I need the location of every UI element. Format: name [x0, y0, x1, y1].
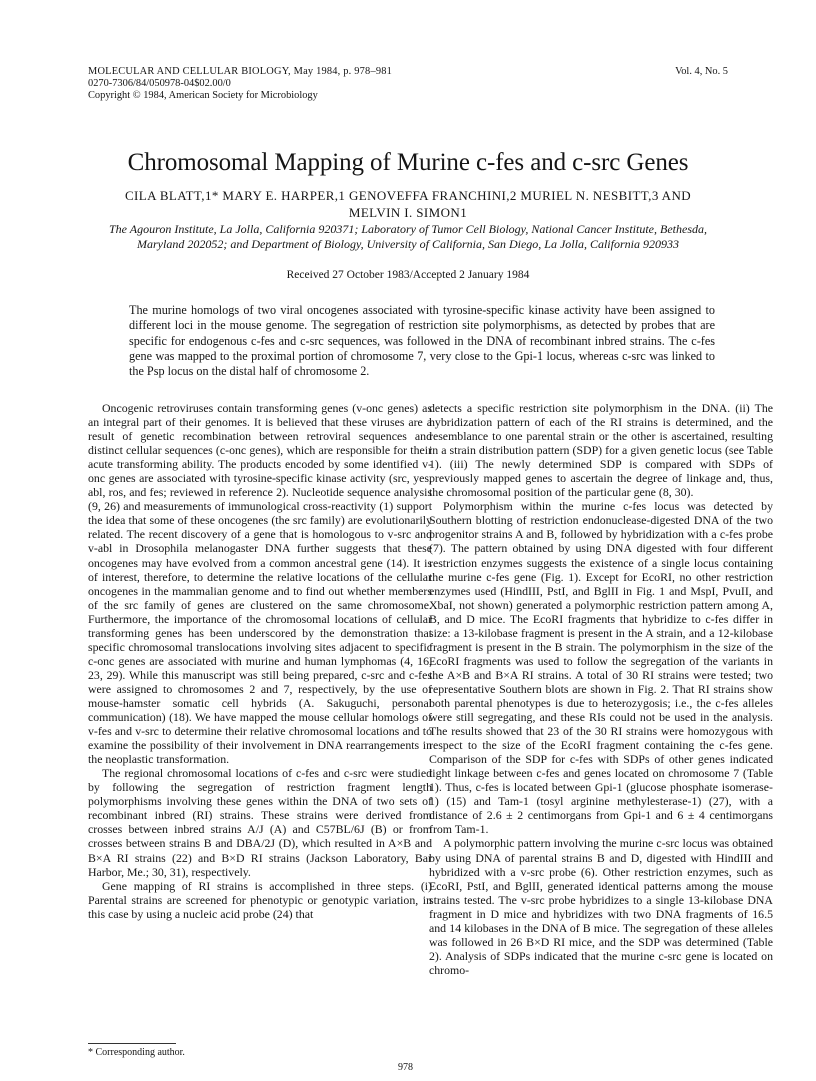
body-paragraph: Polymorphism within the murine c-fes locus was detected by Southern blotting of restriction endonuclease-digested DNA of the two progenitor strains A and B, followed by hybridization with a c-fes probe (7). The pattern obtained by using DNA digested with four different restriction enzymes suggests the existence of a single locus containing the murine c-fes gene (Fig. 1). Except for EcoRI, no other restriction enzymes used (HindIII, PstI, and BglII in Fig. 1 and MspI, PvuII, and XbaI, not shown) generated a polymorphic restriction pattern among A, B, and D mice. The EcoRI fragments that hybridize to c-fes differ in size: a 13-kilobase fragment is present in the A strain, and a 12-kilobase fragment is present in the B strain. The polymorphism in the size of the EcoRI fragments was used to follow the segregation of the variants in the A×B and B×A RI strains. A total of 30 RI strains were tested; two representative Southern blots are shown in Fig. 2. That RI strains show both parental phenotypes is due to heterozygosis; i.e., the c-fes alleles were still segregating, and these RIs could not be used in the analysis. The results showed that 23 of the 30 RI strains were homozygous with respect to the size of the EcoRI fragment containing the c-fes gene. Comparison of the SDP for c-fes with SDPs of other genes indicated tight linkage between c-fes and genes located on chromosome 7 (Table 1). Thus, c-fes is located between Gpi-1 (glucose phosphate isomerase-1) (15) and Tam-1 (tosyl arginine methylesterase-1) (27), with a distance of 2.6 ± 2 centimorgans from Gpi-1 and 6 ± 4 centimorgans from Tam-1. — [429, 499, 773, 837]
body-paragraph: Gene mapping of RI strains is accomplished in three steps. (i) Parental strains are screened for phenotypic or genotypic variation, in this case by using a nucleic acid probe (24) that — [88, 878, 432, 921]
body-paragraph: A polymorphic pattern involving the murine c-src locus was obtained by using DNA of parental strains B and D, digested with HindIII and hybridized with a v-src probe (6). Other restriction enzymes, such as EcoRI, PstI, and BglII, generated identical patterns among the mouse strains tested. The v-src probe hybridizes to a single 13-kilobase DNA fragment in D mice and hybridizes with two DNA fragments of 16.5 and 14 kilobases in the DNA of B mice. The segregation of these alleles was followed in 26 B×D RI mice, and the SDP was determined (Table 2). Analysis of SDPs indicated that the murine c-src gene is located on chromo- — [429, 836, 773, 977]
author-list: CILA BLATT,1* MARY E. HARPER,1 GENOVEFFA FRANCHINI,2 MURIEL N. NESBITT,3 AND MELVIN I. SIMON1 — [124, 188, 692, 220]
body-column-left — [88, 401, 432, 921]
article-code: 0270-7306/84/050978-04$02.00/0 — [88, 78, 231, 89]
volume-issue: Vol. 4, No. 5 — [675, 66, 728, 77]
body-paragraph: The regional chromosomal locations of c-fes and c-src were studied by following the segregation of restriction fragment length polymorphisms involving these genes within the DNA of two sets of recombinant inbred (RI) strains. These strains were derived from crosses between inbred strains A/J (A) and C57BL/6J (B) or from crosses between strains B and DBA/2J (D), which resulted in A×B and B×A RI strains (22) and B×D RI strains (Jackson Laboratory, Bar Harbor, Me.; 30, 31), respectively. — [88, 766, 432, 879]
page-number: 978 — [398, 1062, 413, 1073]
footnote-divider — [88, 1043, 176, 1044]
received-dates: Received 27 October 1983/Accepted 2 January 1984 — [286, 269, 530, 281]
journal-citation: MOLECULAR AND CELLULAR BIOLOGY, May 1984, p. 978–981 — [88, 66, 393, 77]
affiliations: The Agouron Institute, La Jolla, California 920371; Laboratory of Tumor Cell Biology, National Cancer Institute, Bethesda, Maryland 202052; and Department of Biology, University of California, San Diego, La Jolla, California 920933 — [108, 222, 707, 251]
body-column-right — [429, 401, 773, 977]
abstract: The murine homologs of two viral oncogenes associated with tyrosine-specific kinase activity have been assigned to different loci in the mouse genome. The segregation of restriction site polymorphisms, as detected by probes that are specific for endogenous c-fes and c-src sequences, was followed in the DNA of recombinant inbred strains. The c-fes gene was mapped to the proximal portion of chromosome 7, very close to the Gpi-1 locus, whereas c-src was linked to the Psp locus on the distal half of chromosome 2. — [129, 303, 715, 379]
footnote: * Corresponding author. — [88, 1047, 185, 1058]
running-header — [88, 66, 728, 102]
article-title: Chromosomal Mapping of Murine c-fes and c-src Genes — [127, 149, 689, 176]
copyright-line: Copyright © 1984, American Society for Microbiology — [88, 90, 318, 101]
body-paragraph: detects a specific restriction site polymorphism in the DNA. (ii) The hybridization pattern of each of the RI strains is determined, and the resemblance to one parental strain or the other is ascertained, resulting in a strain distribution pattern (SDP) for a given genetic locus (see Table 1). (iii) The newly determined SDP is compared with SDPs of previously mapped genes to ascertain the degree of linkage and, thus, the chromosomal position of the particular gene (8, 30). — [429, 401, 773, 500]
body-paragraph: Oncogenic retroviruses contain transforming genes (v-onc genes) as an integral part of their genomes. It is believed that these viruses are a result of genetic recombination between retroviral sequences and distinct cellular sequences (c-onc genes), which are responsible for their acute transforming ability. The products encoded by some identified v-onc genes are associated with tyrosine-specific kinase activity (src, yes, abl, ros, and fes; reviewed in reference 2). Nucleotide sequence analysis (9, 26) and measurements of immunological cross-reactivity (1) support the idea that some of these oncogenes (the src family) are evolutionarily related. The recent discovery of a gene that is homologous to v-src and v-abl in Drosophila melanogaster DNA further suggests that these oncogenes may have evolved from a common ancestral gene (14). It is of interest, therefore, to determine the relative locations of the cellular oncogenes in the mammalian genome and to find out whether members of the src family of genes are clustered on the same chromosome. Furthermore, the importance of the chromosomal locations of cellular transforming genes has been underscored by the demonstration that specific chromosomal translocations involving sites adjacent to specific c-onc genes are associated with murine and human lymphomas (4, 16, 23, 29). While this manuscript was still being prepared, c-src and c-fes were assigned to chromosomes 2 and 7, respectively, by the use of mouse-hamster somatic cell hybrids (A. Sakuguchi, personal communication) (18). We have mapped the mouse cellular homologs of v-fes and v-src to determine their relative chromosomal locations and to examine the possibility of their involvement in DNA rearrangements in the neoplastic transformation. — [88, 401, 432, 767]
